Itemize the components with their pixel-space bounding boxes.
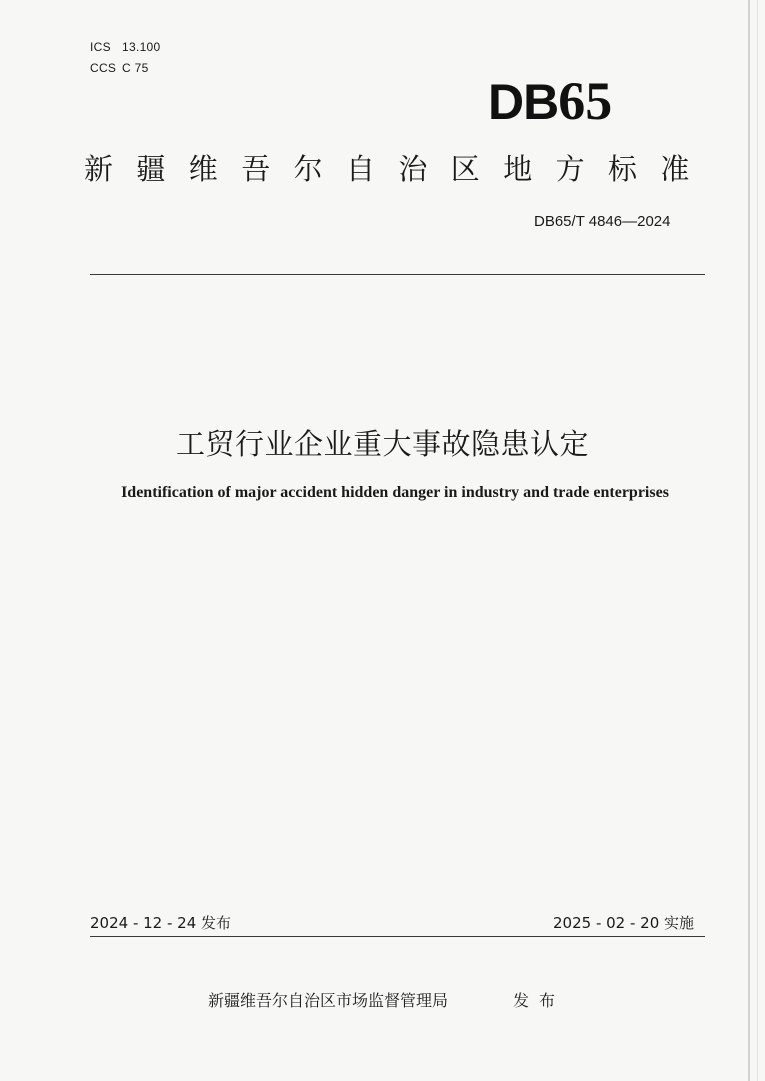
logo-number: 65 (558, 71, 613, 131)
title-chinese: 工贸行业企业重大事故隐患认定 (175, 427, 589, 461)
title-english: Identification of major accident hidden danger in industry and trade enterprises (121, 484, 669, 501)
ccs-label: CCS (90, 61, 117, 75)
issuing-authority: 新疆维吾尔自治区市场监督管理局 (208, 991, 449, 1010)
ics-code (90, 40, 161, 54)
ics-label: ICS (90, 40, 111, 54)
logo-letters: DB (488, 74, 559, 130)
standard-type-heading: 新疆维吾尔自治区地方标准 (84, 152, 713, 186)
ccs-value: C 75 (122, 61, 149, 75)
bottom-divider (90, 936, 705, 937)
issue-label: 发布 (513, 991, 566, 1010)
scan-edge-line-secondary (757, 0, 758, 1081)
standard-number: DB65/T 4846—2024 (534, 213, 671, 230)
db65-logo (488, 73, 612, 130)
ccs-code (90, 61, 149, 75)
top-divider (90, 274, 705, 275)
publish-date: 2024 - 12 - 24 发布 (90, 914, 232, 932)
scan-edge-line (748, 0, 750, 1081)
ics-value: 13.100 (122, 40, 161, 54)
effective-date: 2025 - 02 - 20 实施 (553, 914, 695, 932)
